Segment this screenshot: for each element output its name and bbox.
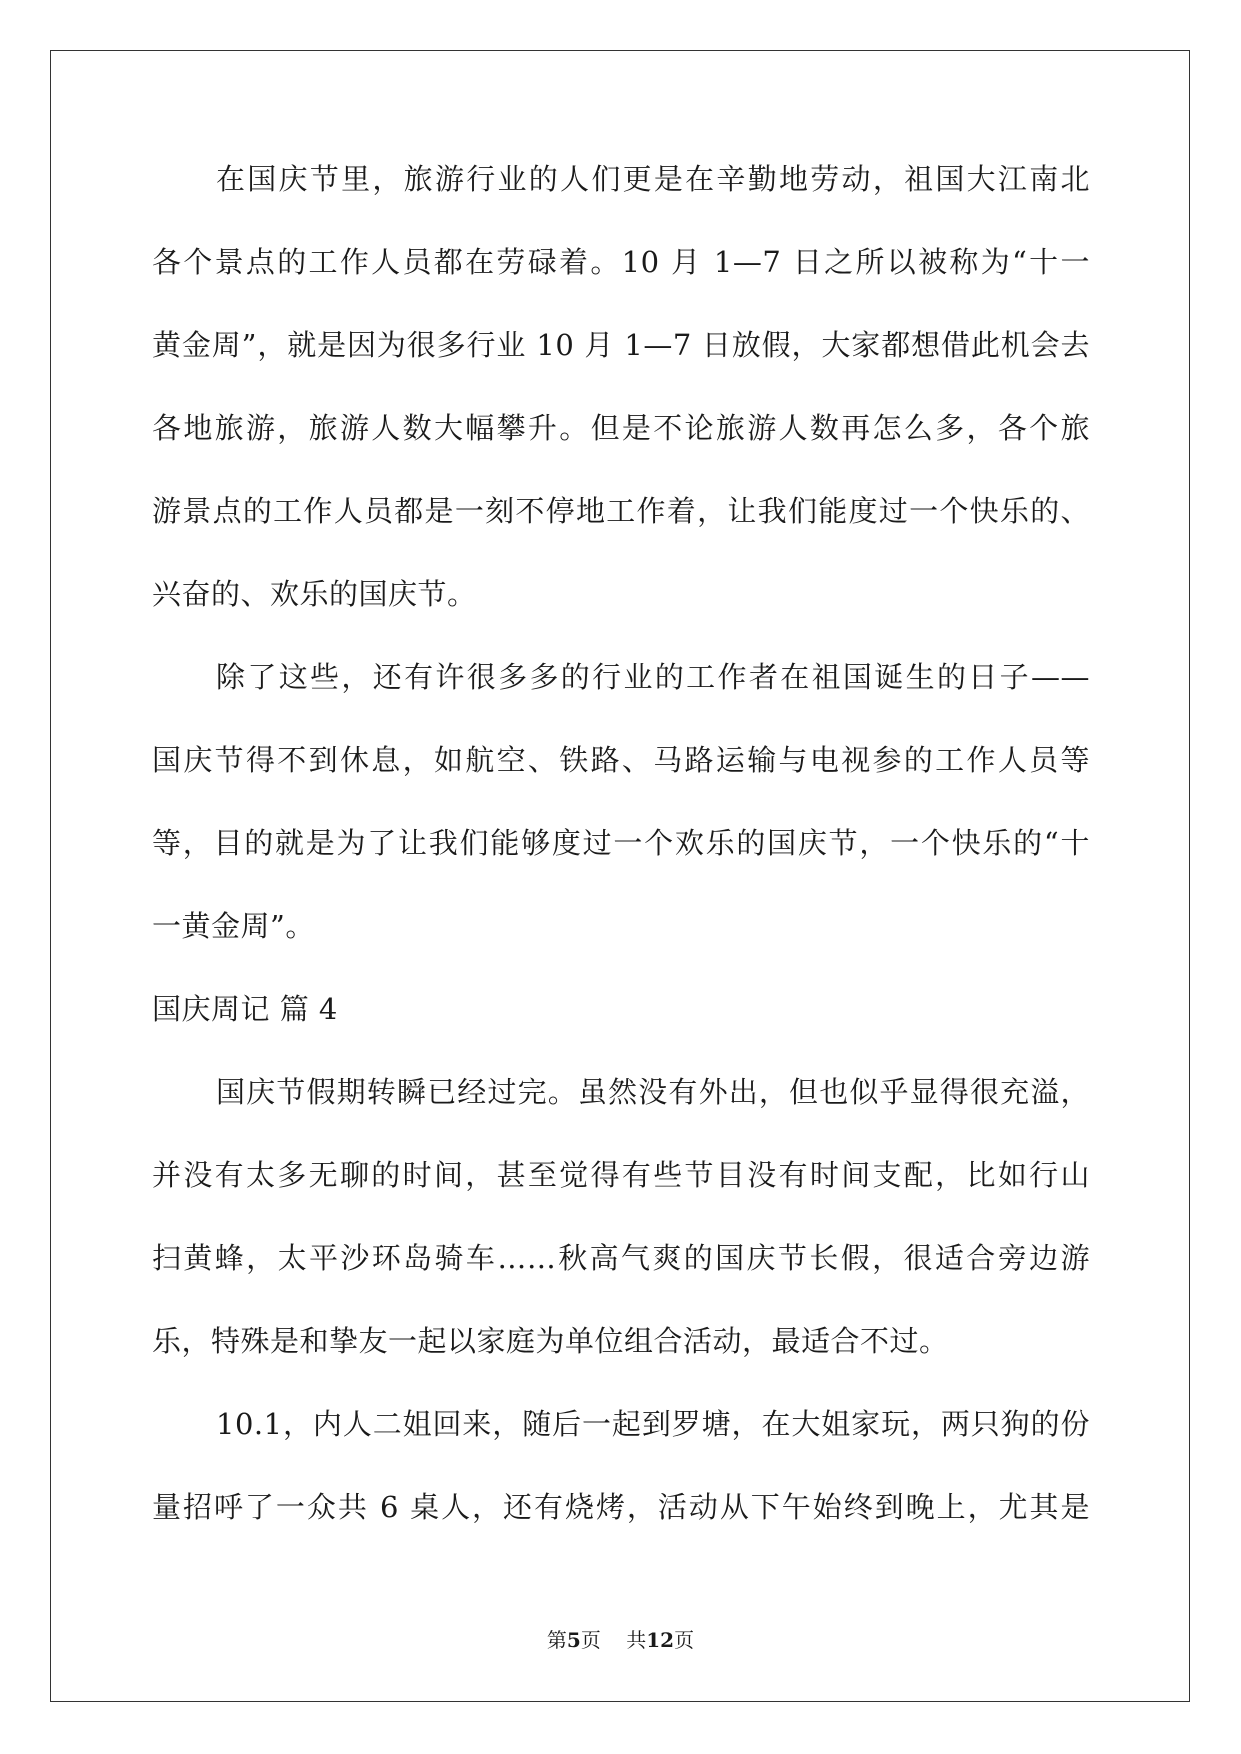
footer-middle: 页 共 [580,1628,647,1652]
section-heading: 国庆周记 篇 4 [152,992,338,1026]
paragraph-3-line-3: 扫黄蜂，太平沙环岛骑车……秋高气爽的国庆节长假，很适合旁边游 [152,1241,1090,1275]
paragraph-1-line-4: 各地旅游，旅游人数大幅攀升。但是不论旅游人数再怎么多，各个旅 [152,411,1090,445]
paragraph-1-line-6: 兴奋的、欢乐的国庆节。 [152,577,477,611]
paragraph-4-line-2: 量招呼了一众共 6 桌人，还有烧烤，活动从下午始终到晚上，尤其是 [152,1490,1090,1524]
paragraph-1-line-2: 各个景点的工作人员都在劳碌着。10 月 1—7 日之所以被称为“十一 [152,245,1090,279]
paragraph-1-line-3: 黄金周”，就是因为很多行业 10 月 1—7 日放假，大家都想借此机会去 [152,328,1090,362]
paragraph-2-line-4: 一黄金周”。 [152,909,315,943]
paragraph-2-line-2: 国庆节得不到休息，如航空、铁路、马路运输与电视参的工作人员等 [152,743,1090,777]
footer-prefix: 第 [546,1628,567,1652]
paragraph-3-line-1: 国庆节假期转瞬已经过完。虽然没有外出，但也似乎显得很充溢， [216,1075,1090,1109]
footer-total-pages: 12 [646,1628,675,1652]
paragraph-1-line-1: 在国庆节里，旅游行业的人们更是在辛勤地劳动，祖国大江南北 [216,162,1090,196]
paragraph-2-line-3: 等，目的就是为了让我们能够度过一个欢乐的国庆节，一个快乐的“十 [152,826,1090,860]
document-body [152,162,1090,1576]
footer-page-number: 5 [566,1628,581,1652]
paragraph-1-line-5: 游景点的工作人员都是一刻不停地工作着，让我们能度过一个快乐的、 [152,494,1090,528]
paragraph-2-line-1: 除了这些，还有许很多多的行业的工作者在祖国诞生的日子—— [216,660,1090,694]
paragraph-3-line-4: 乐，特殊是和挚友一起以家庭为单位组合活动，最适合不过。 [152,1324,949,1358]
paragraph-3-line-2: 并没有太多无聊的时间，甚至觉得有些节目没有时间支配，比如行山 [152,1158,1090,1192]
page-footer [0,1624,1241,1653]
paragraph-4-line-1: 10.1，内人二姐回来，随后一起到罗塘，在大姐家玩，两只狗的份 [216,1407,1090,1441]
footer-suffix: 页 [674,1628,695,1652]
